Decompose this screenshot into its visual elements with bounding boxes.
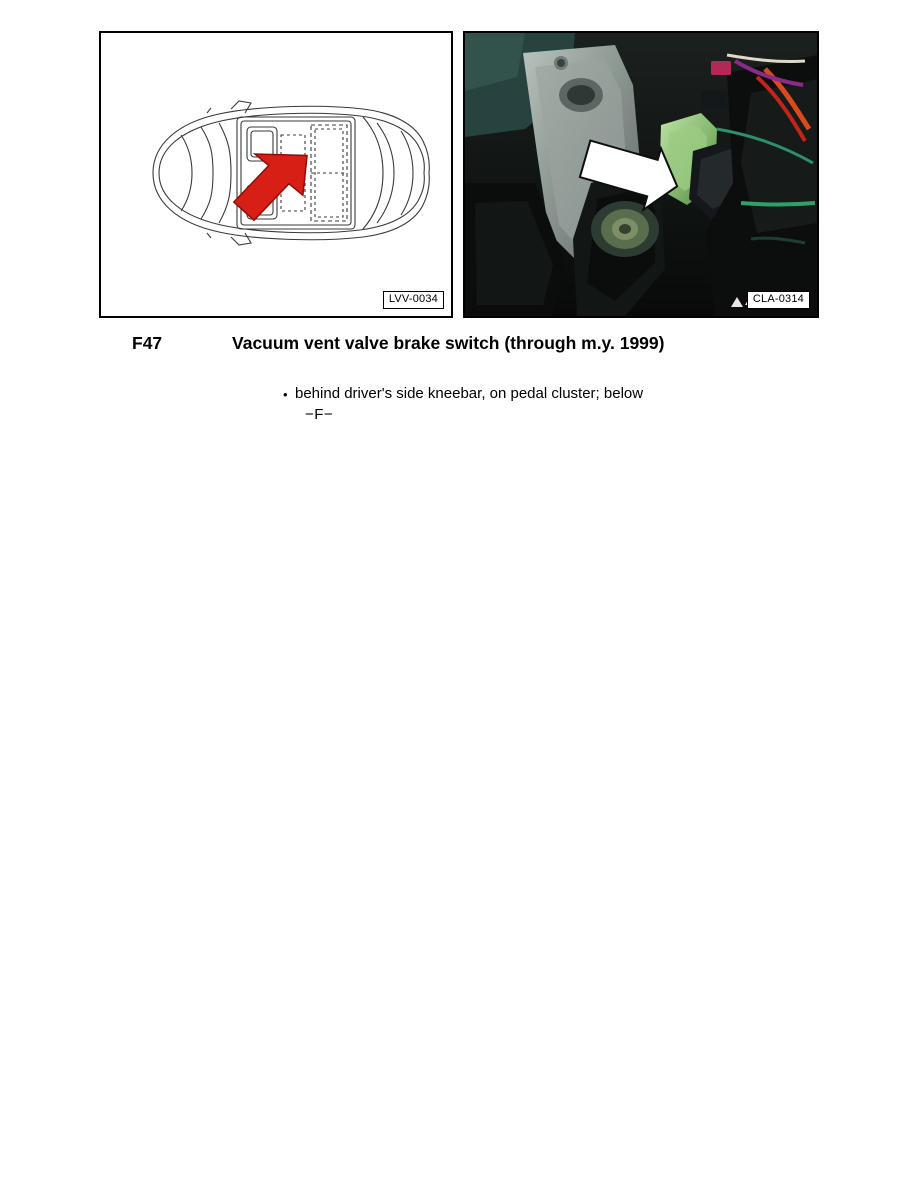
note-subtext: −F− (305, 406, 334, 423)
note-text: behind driver's side kneebar, on pedal cluster; below (295, 385, 644, 402)
caption-reference: F47 (132, 333, 163, 353)
caption-title: Vacuum vent valve brake switch (through m.y. 1999) (232, 333, 665, 353)
red-pointer-arrow (221, 143, 311, 233)
location-note (283, 383, 803, 425)
diagram-code-label: LVV-0034 (383, 291, 444, 309)
photo-panel (463, 31, 819, 318)
photo-code-label: CLA-0314 (747, 291, 810, 309)
diagram-panel (99, 31, 453, 318)
figure-caption (99, 330, 859, 356)
engine-bay-component-photo (465, 33, 817, 316)
bullet-marker: • (283, 387, 288, 402)
figure-row (99, 31, 819, 318)
